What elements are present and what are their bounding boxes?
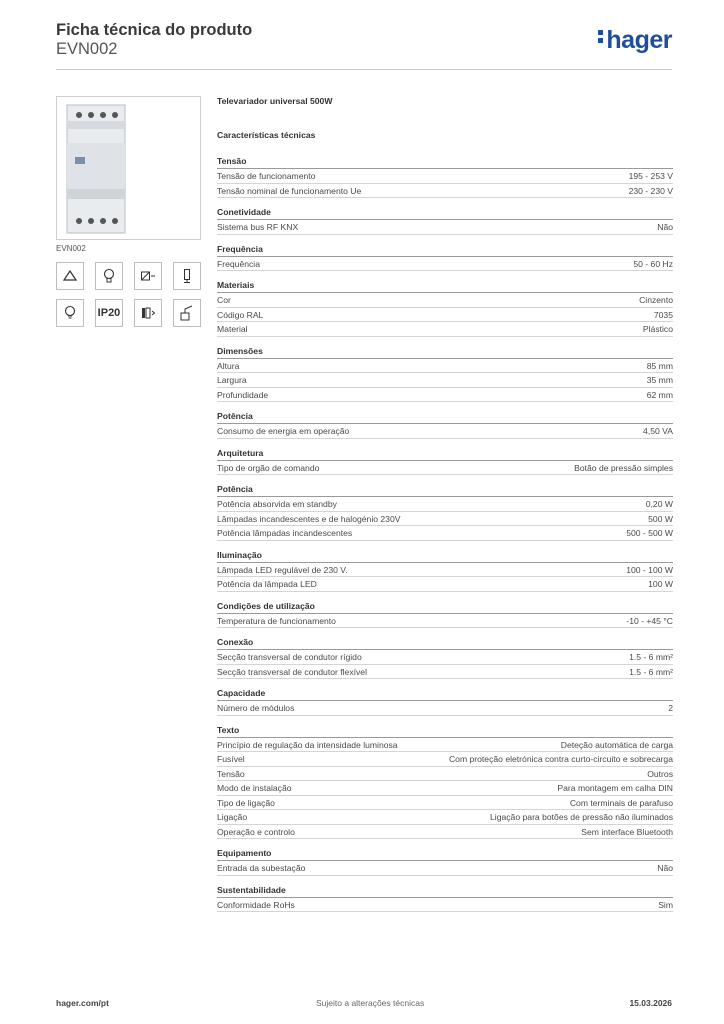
- spec-group-title: Potência: [217, 411, 673, 424]
- spec-value: 100 W: [648, 579, 673, 589]
- spec-group: [217, 848, 673, 876]
- spec-label: Tensão: [217, 768, 245, 779]
- spec-group-title: Sustentabilidade: [217, 885, 673, 898]
- spec-row: [217, 563, 673, 578]
- spec-row: [217, 665, 673, 680]
- spec-label: Número de módulos: [217, 703, 295, 713]
- transformer-icon: [134, 262, 162, 290]
- spec-label: Tipo de orgão de comando: [217, 462, 320, 473]
- spec-value: Plástico: [642, 324, 673, 334]
- spec-row: [217, 373, 673, 388]
- spec-row: [217, 898, 673, 913]
- spec-value: 0,20 W: [645, 499, 673, 509]
- spec-value: 4,50 VA: [643, 426, 673, 436]
- spec-value: Não: [657, 222, 673, 232]
- spec-label: Princípio de regulação da intensidade luminosa: [217, 739, 398, 750]
- spec-group: [217, 411, 673, 439]
- ip20-icon: IP20: [95, 299, 123, 327]
- spec-label: Operação e controlo: [217, 826, 295, 837]
- spec-group: [217, 448, 673, 476]
- spec-group-title: Capacidade: [217, 688, 673, 701]
- spec-label: Secção transversal de condutor rígido: [217, 652, 362, 662]
- spec-group: [217, 207, 673, 235]
- spec-value: 62 mm: [646, 389, 673, 400]
- spec-label: Tensão nominal de funcionamento Ue: [217, 185, 362, 196]
- spec-group-title: Tensão: [217, 156, 673, 169]
- dimmer-symbol-icon: [134, 299, 162, 327]
- spec-value: Deteção automática de carga: [560, 739, 673, 750]
- spec-row: [217, 461, 673, 476]
- product-code: EVN002: [56, 40, 118, 58]
- spec-value: Cinzento: [639, 295, 673, 305]
- spec-group: [217, 244, 673, 272]
- spec-value: 50 - 60 Hz: [633, 258, 673, 269]
- spec-value: Sem interface Bluetooth: [581, 826, 673, 837]
- spec-row: [217, 614, 673, 629]
- spec-label: Tipo de ligação: [217, 797, 275, 808]
- product-media-column: [56, 96, 201, 327]
- spec-group-title: Conexão: [217, 637, 673, 650]
- spec-label: Entrada da subestação: [217, 863, 306, 873]
- spec-label: Sistema bus RF KNX: [217, 222, 299, 232]
- spec-label: Profundidade: [217, 389, 269, 400]
- din-module-illustration: [65, 103, 127, 235]
- spec-row: [217, 388, 673, 403]
- spec-group: [217, 725, 673, 840]
- spec-row: [217, 861, 673, 876]
- spec-value: 35 mm: [646, 375, 673, 385]
- spec-group: [217, 601, 673, 629]
- spec-group: [217, 885, 673, 913]
- spec-label: Código RAL: [217, 309, 264, 320]
- spec-label: Potência da lâmpada LED: [217, 579, 317, 589]
- logo-colon-icon: [598, 27, 603, 46]
- spec-group: [217, 280, 673, 337]
- spec-row: [217, 577, 673, 592]
- spec-label: Modo de instalação: [217, 783, 292, 793]
- spec-value: Sim: [658, 899, 673, 910]
- spec-row: [217, 781, 673, 796]
- spec-value: 195 - 253 V: [628, 171, 673, 181]
- spec-group-title: Iluminação: [217, 550, 673, 563]
- bulb-icon: [56, 299, 84, 327]
- spec-groups: [217, 156, 673, 912]
- spec-row: [217, 738, 673, 753]
- spec-group-title: Frequência: [217, 244, 673, 257]
- spec-group: [217, 156, 673, 198]
- spec-value: 500 W: [648, 513, 673, 524]
- spec-label: Potência absorvida em standby: [217, 499, 337, 509]
- spec-label: Material: [217, 324, 248, 334]
- spec-label: Consumo de energia em operação: [217, 426, 350, 436]
- spec-value: 1.5 - 6 mm²: [629, 652, 673, 662]
- spec-row: [217, 752, 673, 767]
- spec-group-title: Materiais: [217, 280, 673, 293]
- spec-group-title: Conetividade: [217, 207, 673, 220]
- spec-group: [217, 637, 673, 679]
- footer-date: 15.03.2026: [629, 998, 672, 1008]
- hager-logo: [598, 26, 672, 55]
- footer-website: hager.com/pt: [56, 998, 109, 1008]
- spec-group-title: Potência: [217, 484, 673, 497]
- spec-label: Cor: [217, 295, 231, 305]
- spec-row: [217, 293, 673, 308]
- spec-group: [217, 346, 673, 403]
- product-name: Televariador universal 500W: [217, 96, 333, 106]
- spec-row: [217, 767, 673, 782]
- spec-label: Altura: [217, 360, 240, 371]
- spec-row: [217, 322, 673, 337]
- spec-row: [217, 359, 673, 374]
- spec-group: [217, 550, 673, 592]
- spec-label: Fusível: [217, 754, 245, 764]
- spec-column: [217, 96, 673, 921]
- spec-value: 500 - 500 W: [626, 528, 673, 538]
- spec-row: [217, 257, 673, 272]
- page-title: Ficha técnica do produto: [56, 21, 253, 39]
- spec-value: 7035: [653, 309, 673, 320]
- spec-label: Tensão de funcionamento: [217, 171, 316, 181]
- logo-text: hager: [606, 26, 672, 54]
- spec-value: Para montagem em calha DIN: [557, 783, 673, 793]
- spec-row: [217, 526, 673, 541]
- spec-value: 230 - 230 V: [628, 185, 673, 196]
- spec-group-title: Condições de utilização: [217, 601, 673, 614]
- spec-row: [217, 497, 673, 512]
- spec-group-title: Texto: [217, 725, 673, 738]
- spec-row: [217, 308, 673, 323]
- footer-notice: Sujeito a alterações técnicas: [316, 998, 425, 1008]
- spec-value: Botão de pressão simples: [574, 462, 673, 473]
- spec-value: Com proteção eletrónica contra curto-circuito e sobrecarga: [448, 754, 673, 764]
- spec-label: Temperatura de funcionamento: [217, 615, 336, 626]
- feature-icon-grid: [56, 262, 201, 327]
- spec-value: 1.5 - 6 mm²: [629, 666, 673, 677]
- product-image: [56, 96, 201, 240]
- spec-label: Largura: [217, 375, 247, 385]
- spec-row: [217, 512, 673, 527]
- spec-group: [217, 688, 673, 716]
- spec-value: 100 - 100 W: [626, 564, 673, 575]
- spec-row: [217, 169, 673, 184]
- spec-label: Secção transversal de condutor flexível: [217, 666, 367, 677]
- spec-value: 2: [668, 703, 673, 713]
- triangle-icon: [56, 262, 84, 290]
- spec-row: [217, 184, 673, 199]
- spec-value: -10 - +45 °C: [626, 615, 673, 626]
- spec-group-title: Equipamento: [217, 848, 673, 861]
- spec-label: Lâmpadas incandescentes e de halogénio 230V: [217, 513, 401, 524]
- page-header: [56, 20, 672, 70]
- tech-heading: Características técnicas: [217, 130, 316, 140]
- spec-label: Ligação: [217, 812, 248, 822]
- spec-value: 85 mm: [646, 360, 673, 371]
- tube-lamp-icon: [173, 262, 201, 290]
- spec-value: Não: [657, 863, 673, 873]
- spec-value: Ligação para botões de pressão não iluminados: [490, 812, 673, 822]
- spec-row: [217, 220, 673, 235]
- spec-value: Outros: [647, 768, 673, 779]
- spec-row: [217, 650, 673, 665]
- spec-label: Potência lâmpadas incandescentes: [217, 528, 353, 538]
- spec-label: Frequência: [217, 258, 260, 269]
- spec-row: [217, 424, 673, 439]
- spec-row: [217, 825, 673, 840]
- spec-group-title: Dimensões: [217, 346, 673, 359]
- bulb-halogen-icon: [95, 262, 123, 290]
- spec-label: Lâmpada LED regulável de 230 V.: [217, 564, 348, 575]
- spec-row: [217, 796, 673, 811]
- spec-group: [217, 484, 673, 541]
- spec-label: Conformidade RoHs: [217, 899, 295, 910]
- pushbutton-icon: [173, 299, 201, 327]
- spec-row: [217, 701, 673, 716]
- spec-value: Com terminais de parafuso: [569, 797, 673, 808]
- spec-group-title: Arquitetura: [217, 448, 673, 461]
- product-ref-caption: EVN002: [56, 244, 86, 253]
- spec-row: [217, 810, 673, 825]
